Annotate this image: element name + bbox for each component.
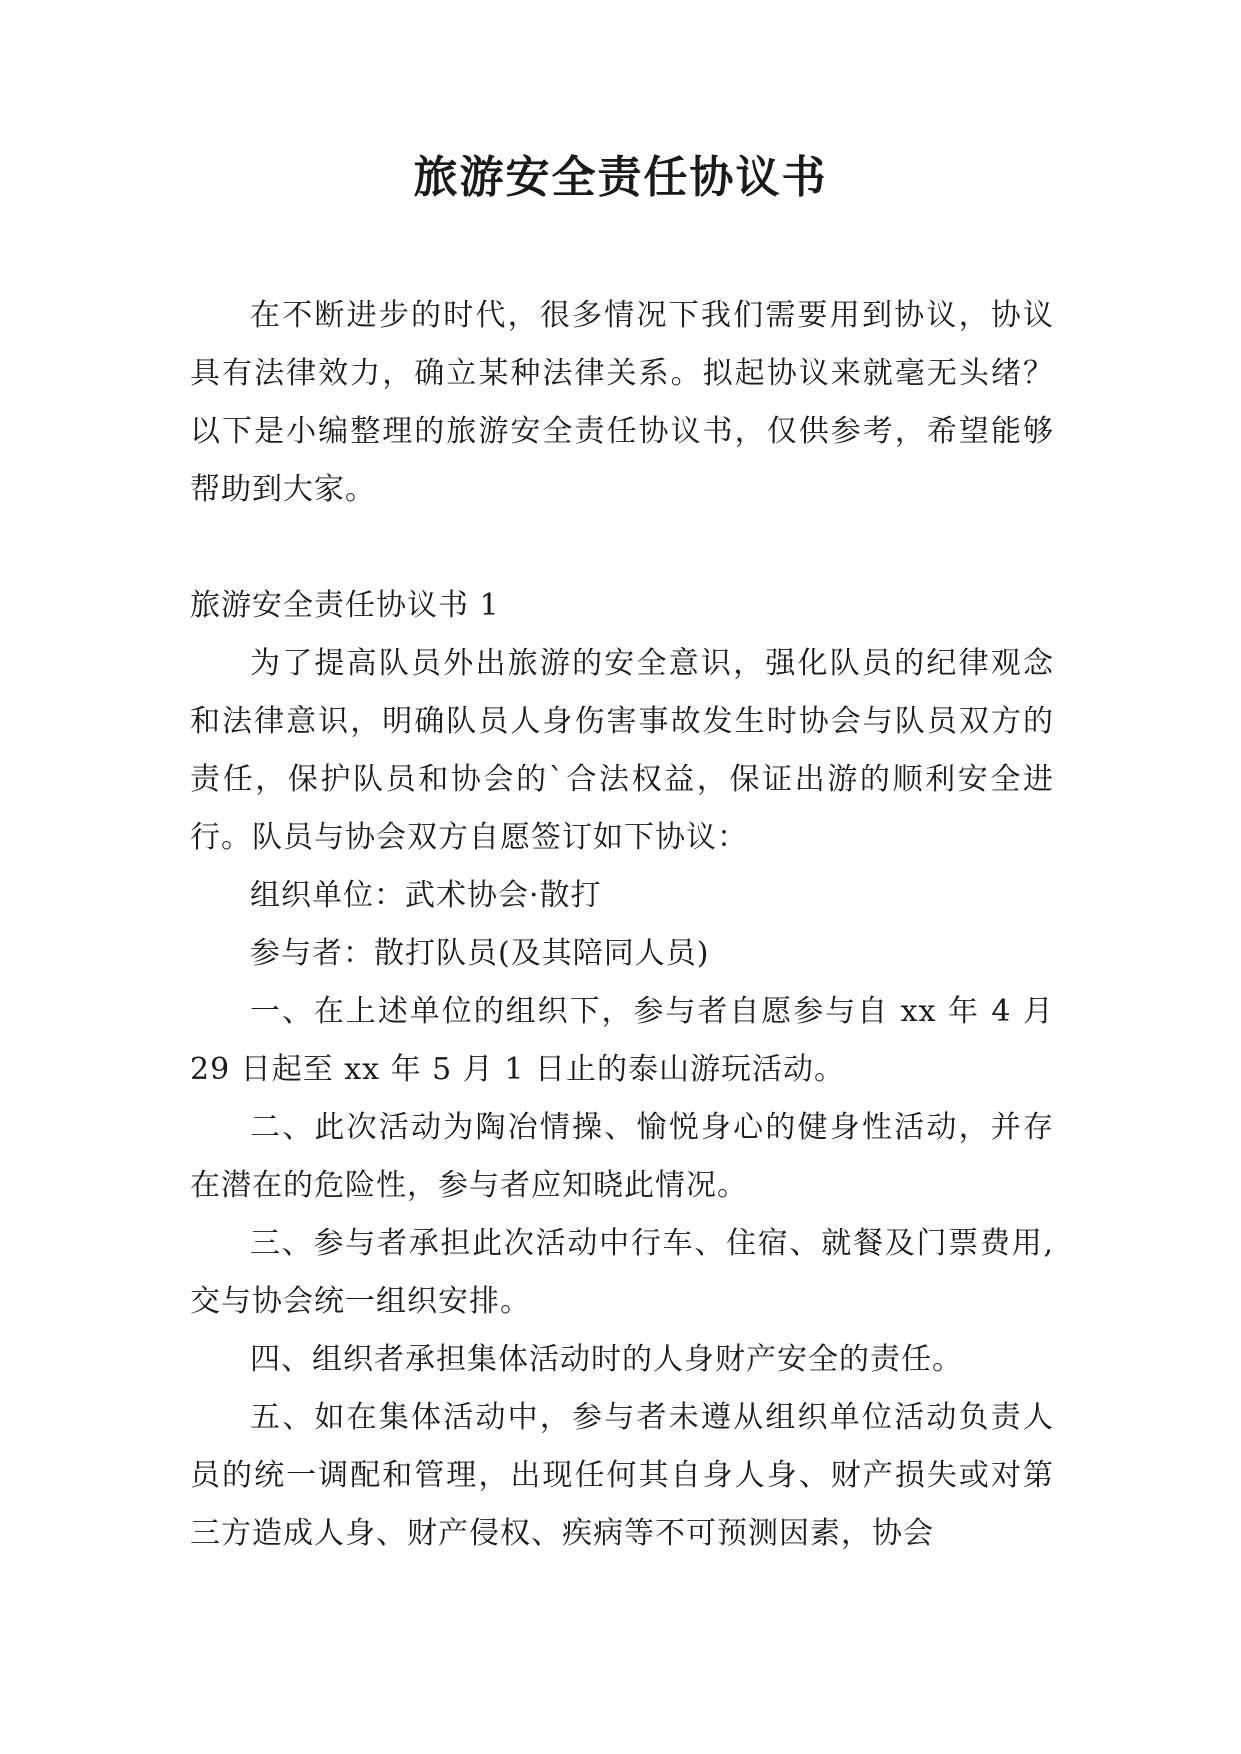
paragraph-purpose: 为了提高队员外出旅游的安全意识，强化队员的纪律观念和法律意识，明确队员人身伤害事故发生时协会与队员双方的责任，保护队员和协会的`合法权益，保证出游的顺利安全进行。队员与协会双方自愿签订如下协议： <box>190 646 1054 855</box>
paragraph-clause-2: 二、此次活动为陶冶情操、愉悦身心的健身性活动，并存在潜在的危险性，参与者应知晓此情况。 <box>190 1110 1054 1203</box>
paragraph-clause-1: 一、在上述单位的组织下，参与者自愿参与自 xx 年 4 月 29 日起至 xx 年 5 月 1 日止的泰山游玩活动。 <box>190 994 1054 1087</box>
paragraph-organizer: 组织单位：武术协会·散打 <box>250 878 602 913</box>
paragraph-clause-5: 五、如在集体活动中，参与者未遵从组织单位活动负责人员的统一调配和管理，出现任何其自身人身、财产损失或对第三方造成人身、财产侵权、疾病等不可预测因素，协会 <box>190 1400 1054 1551</box>
section-heading: 旅游安全责任协议书 1 <box>190 588 500 623</box>
intro-paragraph: 在不断进步的时代，很多情况下我们需要用到协议，协议具有法律效力，确立某种法律关系。拟起协议来就毫无头绪？以下是小编整理的旅游安全责任协议书，仅供参考，希望能够帮助到大家。 <box>190 298 1054 507</box>
paragraph-clause-4: 四、组织者承担集体活动时的人身财产安全的责任。 <box>250 1342 963 1377</box>
paragraph-participants: 参与者：散打队员(及其陪同人员) <box>250 936 710 971</box>
paragraph-clause-3: 三、参与者承担此次活动中行车、住宿、就餐及门票费用,交与协会统一组织安排。 <box>190 1226 1054 1319</box>
document-body <box>190 287 1054 1563</box>
document-title: 旅游安全责任协议书 <box>413 152 828 203</box>
paragraph-gap <box>190 519 1054 577</box>
